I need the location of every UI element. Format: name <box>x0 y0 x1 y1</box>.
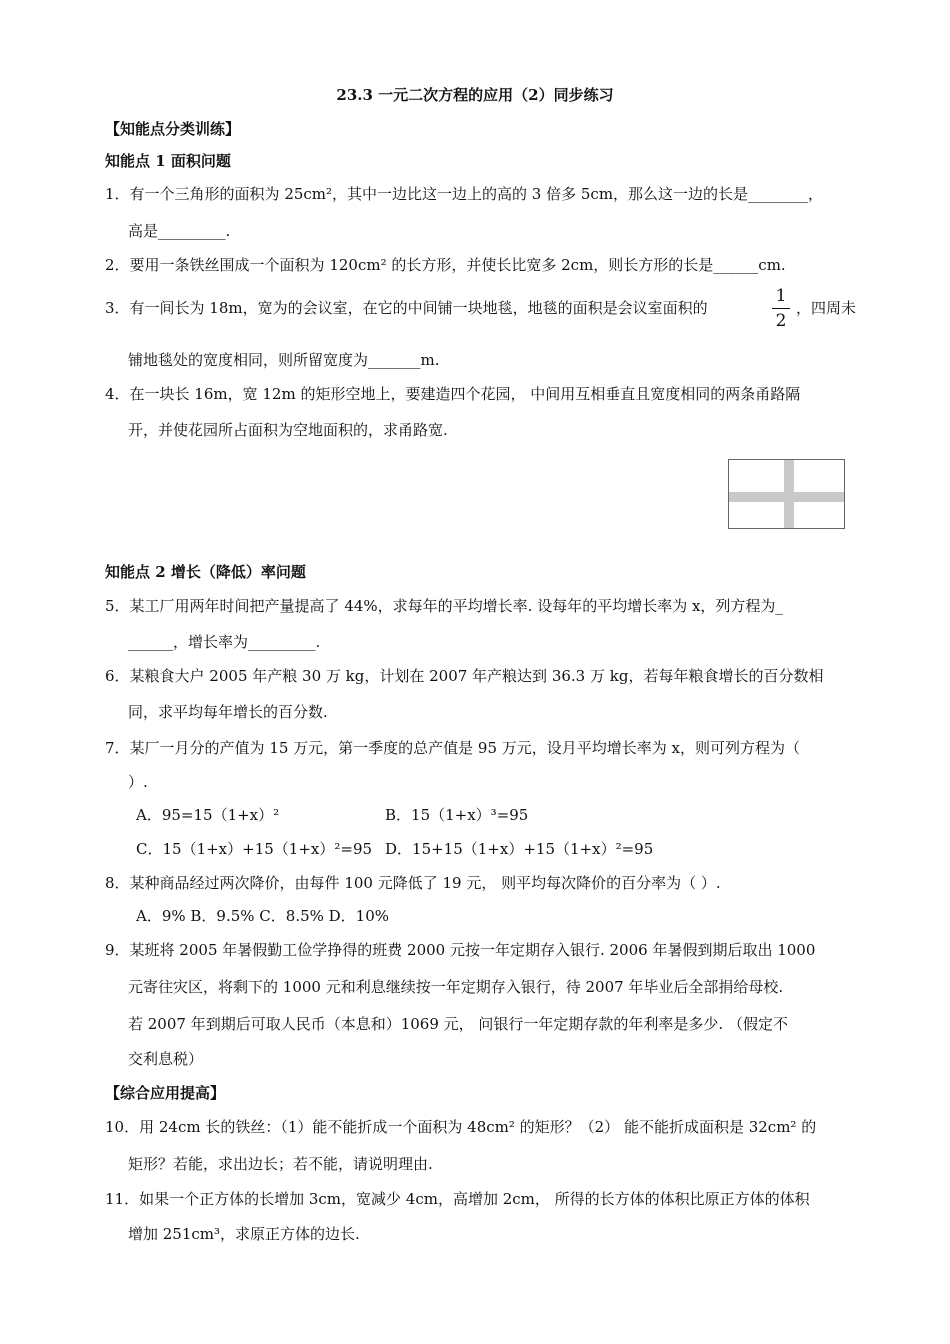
question-4-line-1: 4．在一块长 16m，宽 12m 的矩形空地上，要建造四个花园， 中间用互相垂直且宽度相同的两条甬路隔 <box>105 385 801 403</box>
question-7-line-1: 7．某厂一月分的产值为 15 万元，第一季度的总产值是 95 万元，设月平均增长率为 x，则可列方程为（ <box>105 739 801 757</box>
question-8: 8．某种商品经过两次降价，由每件 100 元降低了 19 元， 则平均每次降价的百分率为（ ）. <box>105 874 721 892</box>
fraction-one-half <box>770 286 792 331</box>
fraction-numerator: 1 <box>775 286 787 306</box>
question-9-line-2: 元寄往灾区，将剩下的 1000 元和利息继续按一年定期存入银行，待 2007 年毕业后全部捐给母校. <box>128 978 784 996</box>
question-1-line-2: 高是_________. <box>128 222 231 240</box>
question-7-line-2: ）. <box>128 773 148 791</box>
question-9-line-4: 交利息税） <box>128 1050 204 1068</box>
question-6-line-1: 6．某粮食大户 2005 年产粮 30 万 kg，计划在 2007 年产粮达到 36.3 万 kg，若每年粮食增长的百分数相 <box>105 667 824 685</box>
section-heading-area: 知能点 1 面积问题 <box>105 152 231 170</box>
section-heading-advanced: 【综合应用提高】 <box>105 1084 226 1102</box>
question-10-line-1: 10．用 24cm 长的铁丝：（1）能不能折成一个面积为 48cm² 的矩形？（2） 能不能折成面积是 32cm² 的 <box>105 1118 817 1136</box>
question-8-options: A．9% B．9.5% C．8.5% D．10% <box>136 907 390 925</box>
question-11-line-2: 增加 251cm³，求原正方体的边长. <box>128 1225 360 1243</box>
question-7-option-a: A．95=15（1+x）² <box>136 806 280 824</box>
question-9-line-3: 若 2007 年到期后可取人民币（本息和）1069 元， 问银行一年定期存款的年利率是多少. （假定不 <box>128 1015 788 1033</box>
question-2: 2．要用一条铁丝围成一个面积为 120cm² 的长方形，并使长比宽多 2cm，则长方形的长是______cm. <box>105 256 786 274</box>
question-3-line-2: 铺地毯处的宽度相同，则所留宽度为_______m. <box>128 351 440 369</box>
section-heading-growth-rate: 知能点 2 增长（降低）率问题 <box>105 563 306 581</box>
question-5-line-1: 5．某工厂用两年时间把产量提高了 44%，求每年的平均增长率. 设每年的平均增长率为 x，列方程为_ <box>105 597 783 615</box>
section-heading-training: 【知能点分类训练】 <box>105 120 241 138</box>
question-7-option-c: C．15（1+x）+15（1+x）²=95 <box>136 840 373 858</box>
question-7-option-d: D．15+15（1+x）+15（1+x）²=95 <box>385 840 654 858</box>
question-6-line-2: 同，求平均每年增长的百分数. <box>128 703 328 721</box>
question-9-line-1: 9．某班将 2005 年暑假勤工俭学挣得的班费 2000 元按一年定期存入银行. 2006 年暑假到期后取出 1000 <box>105 941 816 959</box>
question-3-line-1-tail: ，四周未 <box>796 299 857 317</box>
garden-path-figure <box>728 459 845 529</box>
page-title: 23.3 一元二次方程的应用（2）同步练习 <box>336 86 614 104</box>
vertical-path <box>784 460 794 528</box>
question-10-line-2: 矩形？若能，求出边长；若不能，请说明理由. <box>128 1155 433 1173</box>
question-5-line-2: ______，增长率为_________. <box>128 633 321 651</box>
question-11-line-1: 11．如果一个正方体的长增加 3cm，宽减少 4cm，高增加 2cm， 所得的长方体的体积比原正方体的体积 <box>105 1190 810 1208</box>
question-1-line-1: 1．有一个三角形的面积为 25cm²，其中一边比这一边上的高的 3 倍多 5cm，那么这一边的长是________， <box>105 185 824 203</box>
fraction-denominator: 2 <box>775 311 787 331</box>
question-3-line-1: 3．有一间长为 18m，宽为的会议室，在它的中间铺一块地毯，地毯的面积是会议室面积的 <box>105 299 708 317</box>
question-4-line-2: 开，并使花园所占面积为空地面积的，求甬路宽. <box>128 421 448 439</box>
fraction-bar <box>772 308 790 309</box>
question-7-option-b: B．15（1+x）³=95 <box>385 806 529 824</box>
